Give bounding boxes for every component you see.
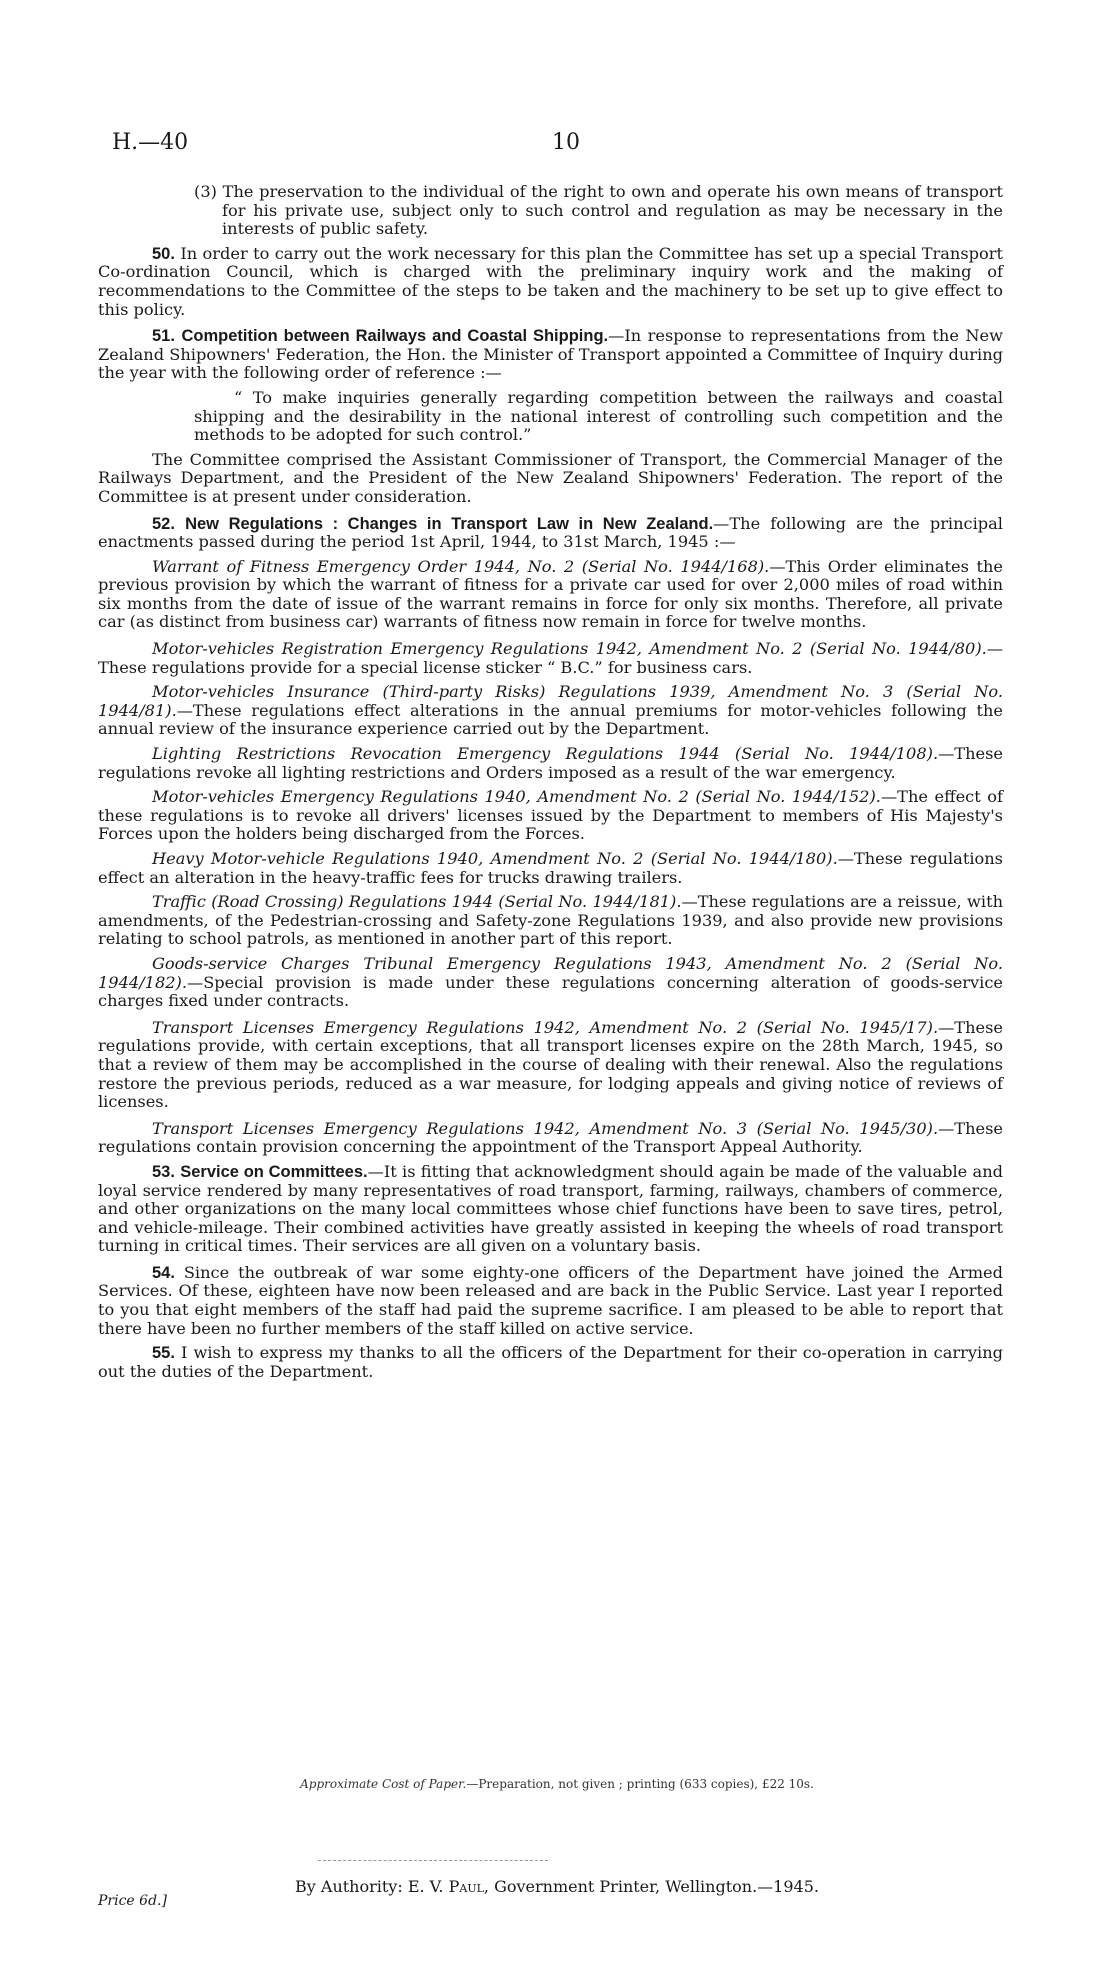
regulation-item <box>98 788 1003 844</box>
order-of-reference-quote: “ To make inquiries generally regarding competition between the railways and coastal shipping and the desirability in the national interest of controlling such competition and the methods to be adopted for such control.” <box>194 387 1003 445</box>
page-number: 10 <box>552 130 580 155</box>
section-heading: Service on Committees. <box>180 1162 368 1181</box>
regulation-title: Transport Licenses Emergency Regulations 1942, Amendment No. 2 (Serial No. 1945/17). <box>152 1017 939 1037</box>
report-body <box>98 183 1003 1389</box>
regulation-text: —These regulations contain provision concerning the appointment of the Transport Appeal Authority. <box>98 1118 1003 1157</box>
paragraph-text: In order to carry out the work necessary for this plan the Committee has set up a special Transport Co-ordination Council, which is charged with the preliminary inquiry work and the making of recommendations to the Committee of the steps to be taken and the machinery to be set up to give effect to this policy. <box>98 243 1003 319</box>
cost-text: —Preparation, not given ; printing (633 copies), £22 10s. <box>466 1777 814 1791</box>
regulation-item <box>98 683 1003 739</box>
regulation-item <box>98 1120 1003 1157</box>
authority-prefix: By Authority: E. V. <box>295 1877 449 1896</box>
printer-name: Paul <box>448 1877 484 1896</box>
regulation-item <box>98 558 1003 632</box>
regulation-text: —These regulations effect alterations in the annual premiums for motor-vehicles following the annual review of the insurance experience carried out by the Department. <box>98 700 1003 739</box>
regulation-item <box>98 745 1003 782</box>
paragraph-text: —It is fitting that acknowledgment should again be made of the valuable and loyal service rendered by many representatives of road transport, farming, railways, chambers of commerce, and other organizations on the many local committees whose chief functions have been to save tires, petrol, and vehicle-mileage. Their combined activities have greatly assisted in keeping the wheels of road transport turning in critical times. Their services are all given on a voluntary basis. <box>98 1161 1003 1256</box>
regulation-title: Transport Licenses Emergency Regulations 1942, Amendment No. 3 (Serial No. 1945/30). <box>152 1118 939 1138</box>
regulation-title: Warrant of Fitness Emergency Order 1944, No. 2 (Serial No. 1944/168). <box>152 556 770 576</box>
section-heading: Competition between Railways and Coastal Shipping. <box>181 327 609 346</box>
paragraph-51 <box>98 327 1003 383</box>
regulation-title: Heavy Motor-vehicle Regulations 1940, Amendment No. 2 (Serial No. 1944/180). <box>152 849 838 868</box>
cost-label: Approximate Cost of Paper. <box>300 1777 467 1791</box>
approximate-cost-note <box>0 1777 1114 1791</box>
paragraph-text: —The following are the principal enactments passed during the period 1st April, 1944, to 31st March, 1945 :— <box>98 513 1003 552</box>
paragraph-number: 51. <box>152 327 175 346</box>
paragraph-55 <box>98 1344 1003 1381</box>
regulation-title: Motor-vehicles Insurance (Third-party Risks) Regulations 1939, Amendment No. 3 (Serial No. 1944/81). <box>98 682 1003 720</box>
page-header <box>112 130 1002 160</box>
paragraph-3: (3) The preservation to the individual of the right to own and operate his own means of transport for his private use, subject only to such control and regulation as may be necessary in the interests of public safety. <box>194 182 1003 239</box>
regulation-text: —This Order eliminates the previous provision by which the warrant of fitness for a private car used for over 2,000 miles of road within six months from the date of issue of the warrant remains in force for only six months. Therefore, all private car (as distinct from business car) warrants of fitness now remain in force for twelve months. <box>98 556 1003 632</box>
authority-suffix: , Government Printer, Wellington.—1945. <box>483 1877 819 1896</box>
paragraph-text: Since the outbreak of war some eighty-one officers of the Department have joined the Armed Services. Of these, eighteen have now been released and are back in the Public Service. Last year I reported to you that eight members of the staff had paid the supreme sacrifice. I am pleased to be able to report that there have been no further members of the staff killed on active service. <box>98 1262 1003 1338</box>
paragraph-54 <box>98 1264 1003 1338</box>
regulation-item <box>98 640 1003 677</box>
regulation-item <box>98 893 1003 949</box>
section-heading: New Regulations : Changes in Transport Law in New Zealand. <box>185 514 714 533</box>
regulation-title: Motor-vehicles Registration Emergency Regulations 1942, Amendment No. 2 (Serial No. 1944/80). <box>152 639 987 659</box>
paragraph-number: 53. <box>152 1162 175 1181</box>
regulation-text: —These regulations revoke all lighting restrictions and Orders imposed as a result of the war emergency. <box>98 744 1003 782</box>
report-reference: H.—40 <box>112 130 189 155</box>
paragraph-53 <box>98 1163 1003 1256</box>
regulation-item <box>98 1019 1003 1112</box>
regulation-text: —The effect of these regulations is to revoke all drivers' licenses issued by the Department to members of His Majesty's Forces upon the holders being discharged from the Forces. <box>98 787 1004 844</box>
paragraph-text: I wish to express my thanks to all the officers of the Department for their co-operation in carrying out the duties of the Department. <box>98 1343 1003 1381</box>
regulation-title: Lighting Restrictions Revocation Emergency Regulations 1944 (Serial No. 1944/108). <box>152 744 939 764</box>
printer-imprint <box>0 1877 1114 1896</box>
regulation-text: —Special provision is made under these regulations concerning alteration of goods-service charges fixed under contracts. <box>98 972 1003 1011</box>
paragraph-51-committee: The Committee comprised the Assistant Commissioner of Transport, the Commercial Manager of the Railways Department, and the President of the New Zealand Shipowners' Federation. The report of the Committee is at present under consideration. <box>98 449 1003 506</box>
regulation-text: —These regulations provide, with certain exceptions, that all transport licenses expire on the 28th March, 1945, so that a review of them may be accomplished in the course of dealing with their renewal. Also the regulations restore the previous periods, reduced as a war measure, for lodging appeals and giving notice of reviews of licenses. <box>98 1017 1003 1112</box>
paragraph-number: 55. <box>152 1344 175 1363</box>
regulation-title: Goods-service Charges Tribunal Emergency Regulations 1943, Amendment No. 2 (Serial No. 1944/182). <box>98 953 1003 992</box>
paragraph-52 <box>98 515 1003 552</box>
regulation-text: —These regulations effect an alteration in the heavy-traffic fees for trucks drawing trailers. <box>98 849 1003 887</box>
regulation-title: Motor-vehicles Emergency Regulations 1940, Amendment No. 2 (Serial No. 1944/152). <box>152 787 881 807</box>
regulation-item <box>98 850 1003 887</box>
regulation-text: —These regulations provide for a special license sticker “ B.C.” for business cars. <box>98 639 1003 677</box>
paragraph-number: 50. <box>152 244 175 263</box>
paragraph-number: 54. <box>152 1263 175 1282</box>
regulation-title: Traffic (Road Crossing) Regulations 1944 (Serial No. 1944/181). <box>152 892 682 912</box>
price-label: Price 6d.] <box>98 1893 167 1909</box>
paragraph-50 <box>98 245 1003 319</box>
footer-rule <box>318 1860 548 1861</box>
regulation-text: —These regulations are a reissue, with amendments, of the Pedestrian-crossing and Safety-zone Regulations 1939, and also provide new provisions relating to school patrols, as mentioned in another part of this report. <box>98 892 1003 949</box>
paragraph-number: 52. <box>152 514 175 533</box>
paragraph-text: —In response to representations from the New Zealand Shipowners' Federation, the Hon. the Minister of Transport appointed a Committee of Inquiry during the year with the following order of reference :— <box>98 326 1003 383</box>
regulation-item <box>98 955 1003 1011</box>
